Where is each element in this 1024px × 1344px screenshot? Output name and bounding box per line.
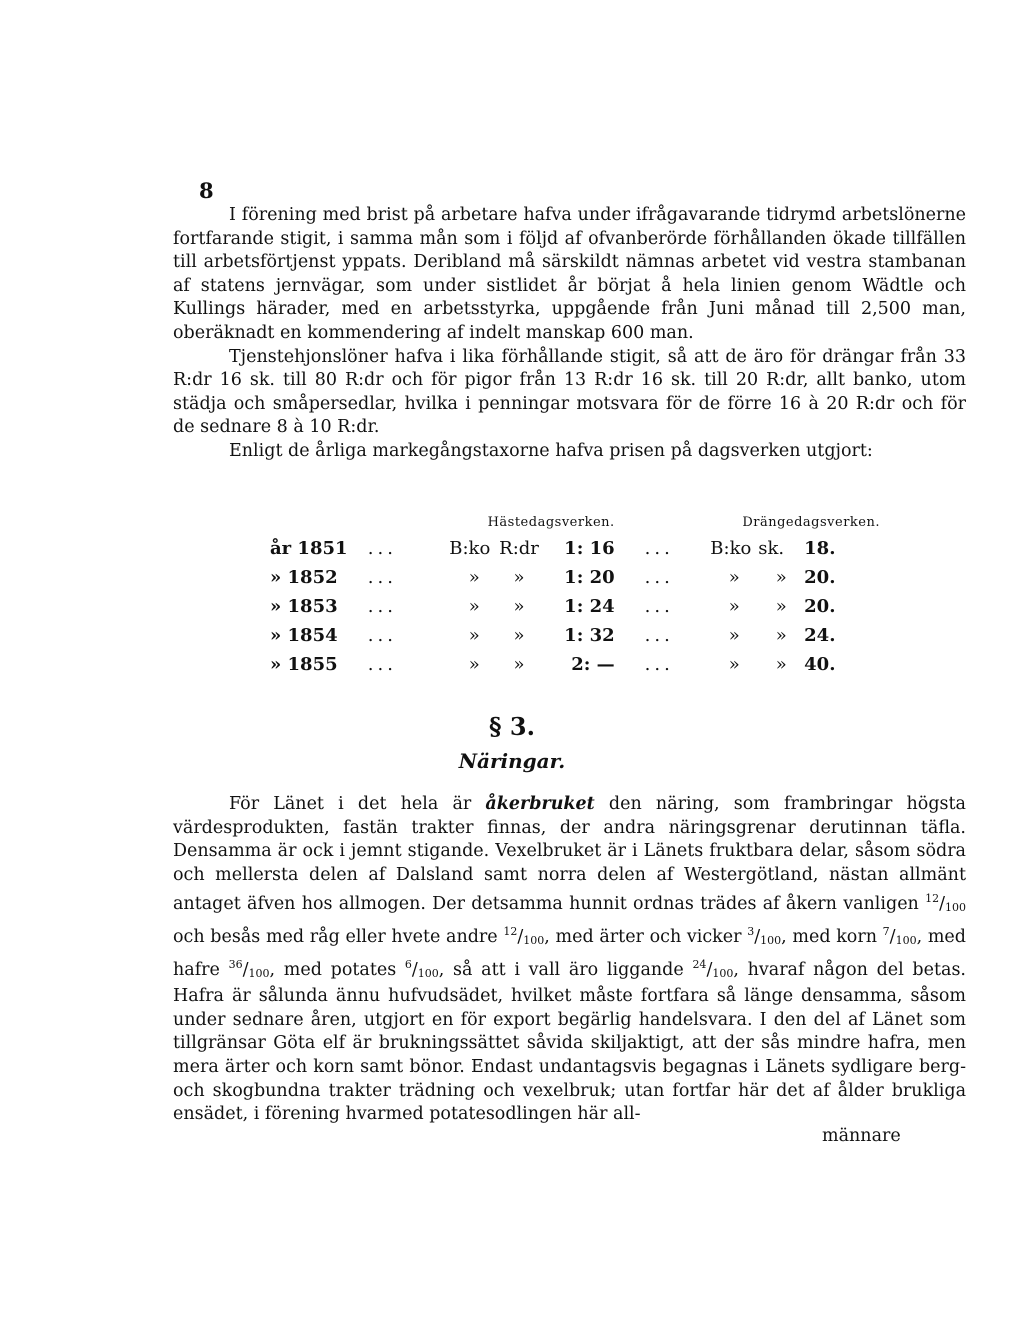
- leader-dots: ...: [367, 567, 397, 588]
- text-run: För Länet i det hela är: [229, 794, 486, 814]
- unit-cell: »: [728, 596, 740, 617]
- year-cell: » 1852: [270, 567, 338, 588]
- leader-dots: ...: [644, 654, 674, 675]
- unit-cell: »: [775, 567, 787, 588]
- unit-cell: »: [513, 654, 525, 675]
- fraction: $^3/_{100}$: [747, 924, 782, 947]
- unit-cell: »: [468, 596, 480, 617]
- unit-cell: »: [513, 625, 525, 646]
- unit-cell: »: [728, 625, 740, 646]
- body-text-naringar: [173, 793, 966, 1127]
- paragraph-servant-wages: Tjenstehjonslöner hafva i lika förhållande stigit, så att de äro för drängar från 33 R:dr 16 sk. till 80 R:dr och för pigor från 13 R:dr 16 sk. till 20 R:dr, allt banko, utom städja och småpersedlar, hvilka i penningar motsvara för de förre 16 à 20 R:dr och för de sednare 8 à 10 R:dr.: [173, 346, 966, 438]
- hast-value-cell: 2: —: [571, 654, 615, 675]
- text-run: , med hafre: [173, 926, 966, 980]
- table-row: [270, 534, 880, 563]
- hast-value-cell: 1: 16: [564, 538, 615, 559]
- hast-value-cell: 1: 24: [564, 596, 615, 617]
- text-run: den näring, som frambringar högsta värdesprodukten, fastän trakter finnas, der andra näringsgrenar derutinnan täfla. Densamma är ock i jemnt stigande. Vexelbruket är i Länets fruktbara delar, såsom södra och mellersta delen af Dalsland samt norra delen af Westergötland, nästan allmänt antaget äfven hos allmogen. Der detsamma hunnit ordnas trädes af åkern vanligen: [173, 794, 966, 915]
- unit-cell: sk.: [758, 538, 785, 559]
- drang-value-cell: 18.: [804, 538, 836, 559]
- section-number: § 3.: [489, 712, 535, 741]
- leader-dots: ...: [367, 538, 397, 559]
- leader-dots: ...: [644, 538, 674, 559]
- leader-dots: ...: [367, 596, 397, 617]
- hast-value-cell: 1: 20: [564, 567, 615, 588]
- unit-cell: B:ko: [710, 538, 752, 559]
- fraction: $^{36}/_{100}$: [228, 957, 270, 980]
- year-cell: år 1851: [270, 538, 348, 559]
- leader-dots: ...: [367, 625, 397, 646]
- leader-dots: ...: [367, 654, 397, 675]
- year-cell: » 1854: [270, 625, 338, 646]
- paragraph-daywork-intro: Enligt de årliga markegångstaxorne hafva prisen på dagsverken utgjort:: [229, 440, 873, 461]
- unit-cell: R:dr: [499, 538, 539, 559]
- unit-cell: »: [513, 567, 525, 588]
- fraction: $^7/_{100}$: [882, 924, 917, 947]
- text-run: och besås med råg eller hvete andre: [173, 926, 504, 947]
- unit-cell: »: [468, 567, 480, 588]
- fraction: $^{12}/_{100}$: [925, 892, 966, 915]
- table-header-row: [270, 510, 880, 534]
- text-run: , med potates: [269, 959, 405, 980]
- table-row: [270, 592, 880, 621]
- hast-value-cell: 1: 32: [564, 625, 615, 646]
- unit-cell: »: [468, 654, 480, 675]
- text-run: , med ärter och vicker: [544, 926, 748, 947]
- unit-cell: B:ko: [449, 538, 491, 559]
- fraction: $^6/_{100}$: [404, 957, 439, 980]
- text-run: , med korn: [781, 926, 883, 947]
- table-row: [270, 621, 880, 650]
- unit-cell: »: [513, 596, 525, 617]
- drang-value-cell: 20.: [804, 567, 836, 588]
- header-hastedagsverken: Hästedagsverken.: [487, 514, 615, 530]
- drang-value-cell: 40.: [804, 654, 836, 675]
- leader-dots: ...: [644, 596, 674, 617]
- year-cell: » 1853: [270, 596, 338, 617]
- text-run: , så att i vall äro liggande: [438, 959, 693, 980]
- daywork-price-table: [270, 510, 880, 679]
- unit-cell: »: [775, 654, 787, 675]
- fraction: $^{12}/_{100}$: [503, 924, 545, 947]
- unit-cell: »: [728, 567, 740, 588]
- catchword: männare: [822, 1126, 901, 1146]
- text-run: , hvaraf någon del betas. Hafra är sålunda ännu hufvudsädet, hvilket måste fortfara så länge densamma, såsom under sednare åren, utgjort en för export begärlig handelsvara. I den del af Länet som tillgränsar Göta elf är brukningssättet såvida skiljaktigt, att der sås mindre hafra, men mera ärter och korn samt bönor. Endast undantagsvis begagnas i Länets sydligare berg- och skogbundna trakter trädning och vexelbruk; utan fortfar här det af ålder brukliga ensädet, i förening hvarmed potatesodlingen här all-: [173, 959, 966, 1125]
- header-drangedagsverken: Drängedagsverken.: [742, 514, 880, 530]
- leader-dots: ...: [644, 625, 674, 646]
- table-row: [270, 650, 880, 679]
- paragraph-agriculture: [173, 793, 966, 1127]
- page-number: 8: [199, 178, 214, 203]
- table-row: [270, 563, 880, 592]
- section-title: Näringar.: [458, 749, 566, 773]
- fraction: $^{24}/_{100}$: [692, 957, 734, 980]
- unit-cell: »: [468, 625, 480, 646]
- paragraph-wages: I förening med brist på arbetare hafva under ifrågavarande tidrymd arbetslönerne fortfarande stigit, i samma mån som i följd af ofvanberörde förhållanden ökade tillfällen till arbetsförtjenst yppats. Deribland må särskildt nämnas arbetet vid vestra stambanan af statens jernvägar, som under sistlidet år börjat å hela linien genom Wädtle och Kullings härader, med en arbetsstyrka, uppgående från Juni månad till 2,500 man, oberäknadt en kommendering af indelt manskap 600 man.: [173, 205, 966, 343]
- leader-dots: ...: [644, 567, 674, 588]
- drang-value-cell: 24.: [804, 625, 836, 646]
- drang-value-cell: 20.: [804, 596, 836, 617]
- unit-cell: »: [728, 654, 740, 675]
- unit-cell: »: [775, 596, 787, 617]
- unit-cell: »: [775, 625, 787, 646]
- year-cell: » 1855: [270, 654, 338, 675]
- body-text-top: [173, 204, 966, 464]
- emphasis-akerbruket: åkerbruket: [485, 794, 595, 814]
